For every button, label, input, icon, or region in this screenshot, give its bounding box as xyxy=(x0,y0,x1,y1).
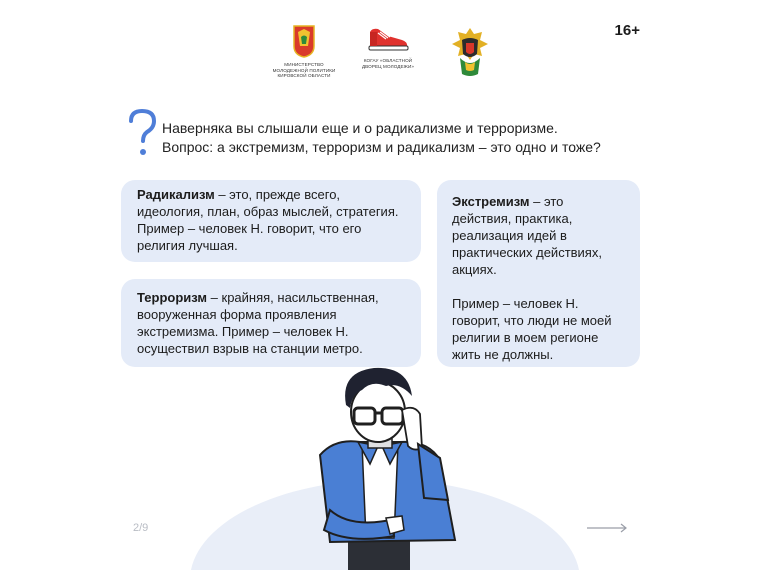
sneaker-icon xyxy=(366,24,410,54)
radicalism-definition: – это, прежде всего, идеология, план, образ мыслей, стратегия. Пример – человек Н. говорит, что его религия лучшая. xyxy=(137,187,399,253)
extremism-example: Пример – человек Н. говорит, что люди не моей религии в моем регионе жить не должны. xyxy=(452,296,612,362)
terrorism-card xyxy=(121,279,421,367)
police-emblem xyxy=(447,24,493,80)
intro-question xyxy=(162,119,642,157)
radicalism-term: Радикализм xyxy=(137,187,215,202)
extremism-term: Экстремизм xyxy=(452,194,530,209)
page-number: 2/9 xyxy=(133,522,149,534)
extremism-card xyxy=(437,180,640,367)
palace-logo xyxy=(360,24,416,69)
palace-caption: КОГАУ «ОБЛАСТНОЙ ДВОРЕЦ МОЛОДЕЖИ» xyxy=(361,58,415,69)
police-emblem-icon xyxy=(450,24,490,80)
ministry-caption: МИНИСТЕРСТВО МОЛОДЕЖНОЙ ПОЛИТИКИ КИРОВСКОЙ ОБЛАСТИ xyxy=(272,62,336,78)
kirov-coat-of-arms-icon xyxy=(292,24,316,58)
age-rating-badge: 16+ xyxy=(614,22,640,39)
question-line-2: Вопрос: а экстремизм, терроризм и радикализм – это одно и тоже? xyxy=(162,139,601,155)
question-line-1: Наверняка вы слышали еще и о радикализме и терроризме. xyxy=(162,120,558,136)
extremism-definition: – это действия, практика, реализация идей в практических действиях, акциях. xyxy=(452,194,602,277)
person-adjusting-glasses-illustration xyxy=(290,360,480,570)
terrorism-term: Терроризм xyxy=(137,290,208,305)
terrorism-definition: – крайняя, насильственная, вооруженная форма проявления экстремизма. Пример – человек Н. осуществил взрыв на станции метро. xyxy=(137,290,379,356)
question-mark-icon xyxy=(126,108,158,158)
ministry-logo xyxy=(272,24,336,79)
next-arrow-icon[interactable] xyxy=(586,522,628,534)
radicalism-card xyxy=(121,180,421,262)
